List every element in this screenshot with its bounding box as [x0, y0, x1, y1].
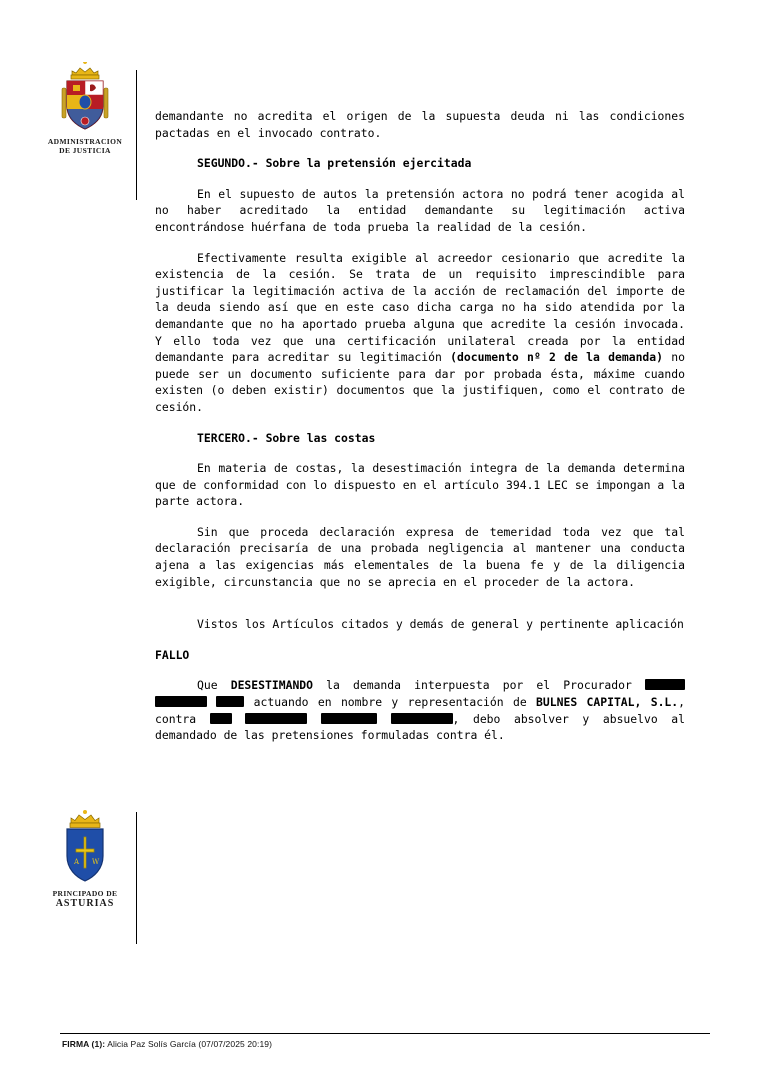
- paragraph-segundo-1: En el supuesto de autos la pretensión actora no podrá tener acogida al no haber acreditado la entidad demandante su legitimación activa encontrándose huérfana de toda prueba la realidad de la cesión.: [155, 186, 685, 234]
- emblem-asturias-caption: [35, 889, 135, 911]
- paragraph-fallo: [155, 677, 685, 743]
- svg-text:A: A: [74, 858, 80, 866]
- redacted-defendant-3: [321, 713, 377, 724]
- footer-divider: [60, 1033, 710, 1034]
- fallo-seg4: , contra: [155, 695, 686, 726]
- signature-label: FIRMA (1):: [62, 1039, 106, 1049]
- paragraph-segundo-2: [155, 250, 685, 416]
- fallo-desestimando: DESESTIMANDO: [230, 678, 314, 693]
- paragraph-segundo-2-bold: (documento nº 2 de la demanda): [450, 350, 664, 365]
- redacted-defendant-4: [391, 713, 453, 724]
- redacted-defendant-1: [210, 713, 232, 724]
- document-body: [155, 108, 685, 744]
- fallo-seg3: actuando en nombre y representación de: [244, 695, 537, 710]
- fallo-seg2: la demanda interpuesta por el Procurador: [313, 678, 645, 693]
- emblem-spain: [35, 62, 135, 156]
- heading-segundo: SEGUNDO.- Sobre la pretensión ejercitada: [197, 156, 472, 171]
- divider-bottom: [136, 812, 137, 944]
- emblem-asturias: [35, 808, 135, 911]
- heading-tercero: TERCERO.- Sobre las costas: [197, 430, 376, 445]
- signature-footer: [62, 1039, 272, 1049]
- paragraph-tercero-1: En materia de costas, la desestimación integra de la demanda determina que de conformidad con lo dispuesto en el artículo 394.1 LEC se impongan a la parte actora.: [155, 461, 685, 509]
- fallo-seg1: Que: [197, 678, 231, 693]
- divider-top: [136, 70, 137, 200]
- emblem-spain-caption-line1: ADMINISTRACION: [47, 137, 123, 146]
- spain-coat-of-arms-icon: [54, 62, 116, 134]
- emblem-column: [0, 0, 150, 1086]
- emblem-asturias-caption-line1: PRINCIPADO DE: [52, 889, 118, 898]
- redacted-name-1: [645, 679, 685, 690]
- signature-value: Alicia Paz Solís García (07/07/2025 20:19): [107, 1039, 273, 1049]
- paragraph-vistos: Vistos los Artículos citados y demás de general y pertinente aplicación: [197, 617, 684, 632]
- emblem-asturias-caption-line2: ASTURIAS: [55, 898, 115, 910]
- paragraph-tercero-2: Sin que proceda declaración expresa de temeridad toda vez que tal declaración precisaría de una probada negligencia al mantener una conducta ajena a las exigencias más elementales de la buena fe y de la diligencia exigible, circunstancia que no se aprecia en el proceder de la actora.: [155, 524, 685, 589]
- paragraph-segundo-2-before: Efectivamente resulta exigible al acreedor cesionario que acredite la existencia de la cesión. Se trata de un requisito imprescindible para justificar la legitimación activa de la acción de reclamación del importe de la deuda siendo así que en este caso dicha carga no ha sido atendida por la demandante que no ha aportado prueba alguna que acredite la cesión invocada. Y ello toda vez que una certificación unilateral creada por la entidad demandante para acreditar su legitimación: [155, 250, 685, 365]
- asturias-coat-of-arms-icon: [54, 808, 116, 886]
- fallo-bulnes: BULNES CAPITAL, S.L.: [536, 695, 679, 710]
- redacted-name-3: [216, 696, 244, 707]
- paragraph-continuation: demandante no acredita el origen de la supuesta deuda ni las condiciones pactadas en el invocado contrato.: [155, 109, 685, 140]
- redacted-defendant-2: [245, 713, 307, 724]
- redacted-name-2: [155, 696, 207, 707]
- emblem-spain-caption: [35, 137, 135, 156]
- fallo-seg5: , debo absolver y absuelvo al demandado de las pretensiones formuladas contra él.: [155, 711, 686, 743]
- paragraph-segundo-2-after: no puede ser un documento suficiente para dar por probada ésta, máxime cuando existen (o deben existir) documentos que la justifiquen, como el contrato de cesión.: [155, 350, 686, 414]
- emblem-spain-caption-line2: DE JUSTICIA: [59, 146, 111, 156]
- heading-fallo: FALLO: [155, 647, 190, 662]
- svg-text:W: W: [92, 858, 100, 866]
